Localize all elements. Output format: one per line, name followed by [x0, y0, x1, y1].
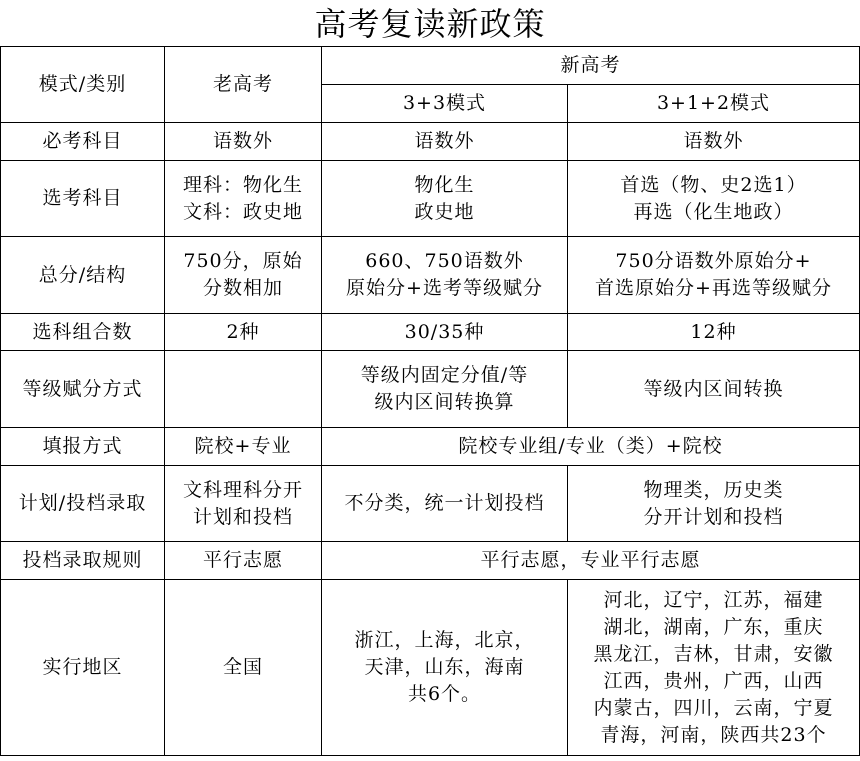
table-row: [1, 237, 860, 314]
cell-new-merged: 平行志愿，专业平行志愿: [322, 542, 860, 580]
cell-3-1-2: 12种: [568, 314, 860, 351]
cell-old: 全国: [165, 580, 322, 756]
cell-3-1-2: 语数外: [568, 123, 860, 161]
cell-new-merged: 院校专业组/专业（类）+院校: [322, 428, 860, 466]
cell-3-1-2: 首选（物、史2选1） 再选（化生地政）: [568, 161, 860, 237]
cell-3-1-2: 河北，辽宁，江苏，福建 湖北，湖南，广东，重庆 黑龙江，吉林，甘肃，安徽 江西，贵州，广西，山西 内蒙古，四川，云南，宁夏 青海，河南，陕西共23个: [568, 580, 860, 756]
cell-3-3: 660、750语数外 原始分+选考等级赋分: [322, 237, 568, 314]
row-label: 计划/投档录取: [1, 466, 165, 542]
table-row: [1, 314, 860, 351]
row-label: 总分/结构: [1, 237, 165, 314]
cell-old: 2种: [165, 314, 322, 351]
table-row: [1, 466, 860, 542]
cell-old: 院校+专业: [165, 428, 322, 466]
cell-old: 文科理科分开 计划和投档: [165, 466, 322, 542]
header-new-gaokao: 新高考: [322, 47, 860, 85]
row-label: 等级赋分方式: [1, 351, 165, 428]
cell-old: 750分，原始 分数相加: [165, 237, 322, 314]
table-row: [1, 123, 860, 161]
cell-3-1-2: 等级内区间转换: [568, 351, 860, 428]
cell-3-3: 30/35种: [322, 314, 568, 351]
cell-3-3: 语数外: [322, 123, 568, 161]
cell-old: 理科：物化生 文科：政史地: [165, 161, 322, 237]
table-row: [1, 542, 860, 580]
cell-3-3: 物化生 政史地: [322, 161, 568, 237]
cell-3-3: 等级内固定分值/等 级内区间转换算: [322, 351, 568, 428]
row-label: 填报方式: [1, 428, 165, 466]
row-label: 必考科目: [1, 123, 165, 161]
cell-3-3: 不分类，统一计划投档: [322, 466, 568, 542]
table-row: [1, 161, 860, 237]
table-row: [1, 580, 860, 756]
row-label: 选考科目: [1, 161, 165, 237]
policy-table: [0, 46, 860, 756]
header-3-3-mode: 3+3模式: [322, 85, 568, 123]
header-3-1-2-mode: 3+1+2模式: [568, 85, 860, 123]
row-label: 实行地区: [1, 580, 165, 756]
cell-3-1-2: 物理类，历史类 分开计划和投档: [568, 466, 860, 542]
table-header-row: [1, 47, 860, 85]
cell-3-1-2: 750分语数外原始分+ 首选原始分+再选等级赋分: [568, 237, 860, 314]
cell-3-3: 浙江，上海，北京， 天津，山东，海南 共6个。: [322, 580, 568, 756]
table-row: [1, 351, 860, 428]
header-mode: 模式/类别: [1, 47, 165, 123]
header-old-gaokao: 老高考: [165, 47, 322, 123]
cell-old: 平行志愿: [165, 542, 322, 580]
row-label: 投档录取规则: [1, 542, 165, 580]
cell-old: 语数外: [165, 123, 322, 161]
table-row: [1, 428, 860, 466]
page-title: 高考复读新政策: [314, 5, 546, 43]
cell-old: [165, 351, 322, 428]
row-label: 选科组合数: [1, 314, 165, 351]
